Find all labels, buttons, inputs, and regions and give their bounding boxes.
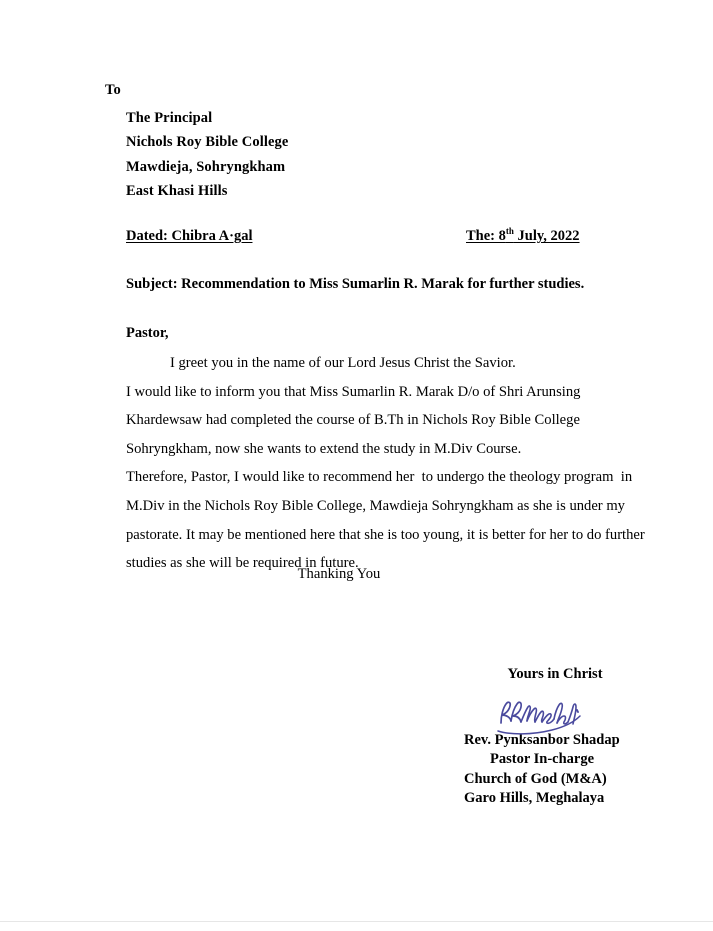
page-outside-area [0, 922, 713, 931]
recipient-address-block [126, 106, 288, 204]
signatory-name: Rev. Pynksanbor Shadap [464, 732, 620, 748]
signatory-location: Garo Hills, Meghalaya [464, 790, 605, 807]
recipient-address-line: Mawdieja, Sohryngkham [126, 158, 286, 175]
handwritten-signature [464, 683, 664, 731]
dateline-date-prefix: The: 8 [466, 228, 506, 244]
subject-line: Subject: Recommendation to Miss Sumarlin R. Marak for further studies. [126, 276, 585, 292]
signatory-organization: Church of God (M&A) [464, 770, 607, 787]
signature-block [464, 666, 664, 809]
recipient-to-label: To [105, 82, 121, 98]
dateline-date-ordinal: th [505, 226, 514, 237]
signatory-designation: Pastor In-charge [490, 751, 595, 768]
closing-line: Thanking You [297, 566, 381, 582]
dateline-date-suffix: July, 2022 [513, 228, 580, 244]
valediction: Yours in Christ [507, 666, 603, 682]
signature-ink-icon [492, 697, 588, 737]
recipient-address-line: The Principal [126, 110, 213, 126]
recipient-address-line: Nichols Roy Bible College [126, 134, 289, 151]
salutation: Pastor, [126, 325, 169, 341]
body-paragraph-recommendation: Therefore, Pastor, I would like to recommend her to undergo the theology program in M.Div in the Nichols Roy Bible College, Mawdieja Sohryngkham as she is under my pastorate. It may be mentioned here that she is too young, it is better for her to do further studies as she will be required in future. [126, 469, 649, 572]
dateline-place: Dated: Chibra A·gal [126, 228, 253, 244]
body-paragraph-info: I would like to inform you that Miss Sumarlin R. Marak D/o of Shri Arunsing Khardewsaw had completed the course of B.Th in Nichols Roy Bible College Sohryngkham, now she wants to extend the study in M.Div Course. [126, 383, 585, 457]
recipient-address-line: East Khasi Hills [126, 183, 228, 200]
letter-body [78, 349, 648, 578]
dateline-date [466, 228, 580, 245]
body-paragraph-greeting: I greet you in the name of our Lord Jesus Christ the Savior. [170, 355, 516, 371]
